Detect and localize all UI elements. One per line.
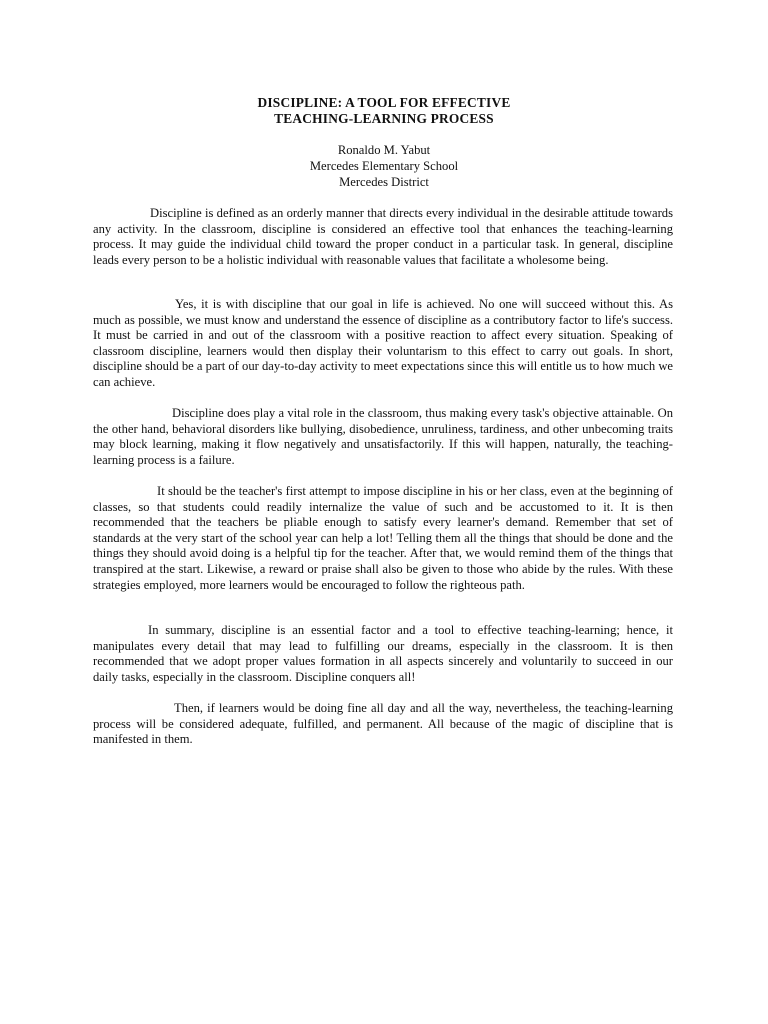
title-line-1: DISCIPLINE: A TOOL FOR EFFECTIVE — [257, 95, 511, 110]
document-title — [0, 95, 768, 127]
paragraph-6: Then, if learners would be doing fine all day and all the way, nevertheless, the teaching-learning process will be considered adequate, fulfilled, and permanent. All because of the magic of discipline that is manifested in them. — [93, 701, 673, 747]
district-name: Mercedes District — [339, 175, 429, 189]
author-info — [0, 142, 768, 190]
paragraph-3: Discipline does play a vital role in the classroom, thus making every task's objective attainable. On the other hand, behavioral disorders like bullying, disobedience, unruliness, tardiness, and other unbecoming traits may block learning, making it flow negatively and unsatisfactorily. If this will happen, naturally, the teaching-learning process is a failure. — [93, 406, 673, 467]
paragraph-4: It should be the teacher's first attempt to impose discipline in his or her class, even at the beginning of classes, so that students could readily internalize the value of such and be accustomed to it. It is then recommended that the teachers be pliable enough to satisfy every learner's demand. Remember that set of standards at the very start of the school year can help a lot! Telling them all the things that should be done and the things they should avoid doing is a helpful tip for the teacher. After that, we would remind them of the things that transpired at the start. Likewise, a reward or praise shall also be given to those who abide by the rules. With these strategies employed, more learners would be encouraged to follow the righteous path. — [93, 484, 673, 592]
school-name: Mercedes Elementary School — [309, 159, 459, 173]
paragraph-2: Yes, it is with discipline that our goal in life is achieved. No one will succeed without this. As much as possible, we must know and understand the essence of discipline as a contributory factor to life's success. It must be carried in and out of the classroom with a positive reaction to affect every situation. Speaking of classroom discipline, learners would then display their voluntarism to this effect to carry out goals. In short, discipline should be a part of our day-to-day activity to meet expectations since this will entitle us to how much we can achieve. — [93, 297, 673, 389]
paragraph-1: Discipline is defined as an orderly manner that directs every individual in the desirable attitude towards any activity. In the classroom, discipline is considered an effective tool that enhances the teaching-learning process. It may guide the individual child toward the proper conduct in a particular task. In general, discipline leads every person to be a holistic individual with reasonable values that facilitate a wholesome being. — [93, 206, 673, 267]
title-line-2: TEACHING-LEARNING PROCESS — [274, 111, 494, 126]
author-name: Ronaldo M. Yabut — [337, 143, 431, 157]
paragraph-5: In summary, discipline is an essential factor and a tool to effective teaching-learning; hence, it manipulates every detail that may lead to fulfilling our dreams, especially in the classroom. It is then recommended that we adopt proper values formation in all aspects sincerely and voluntarily to succeed in our daily tasks, especially in the classroom. Discipline conquers all! — [93, 623, 673, 684]
